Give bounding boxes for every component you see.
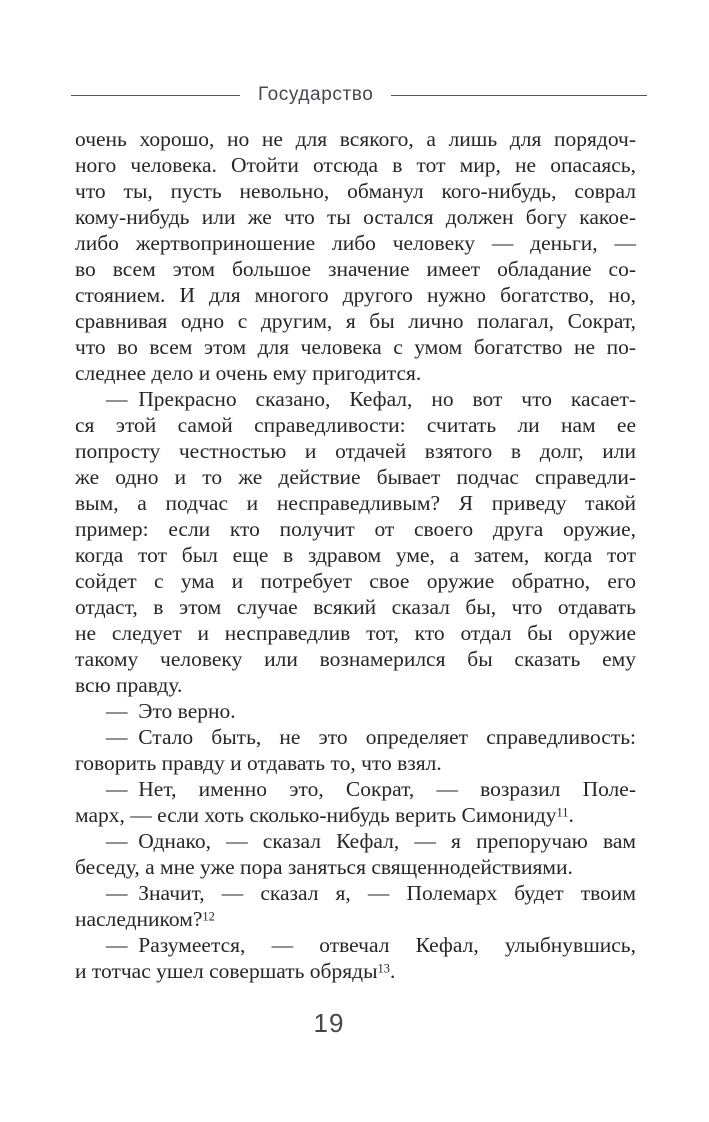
running-header: [71, 84, 647, 106]
paragraph: [75, 126, 636, 386]
text-line: такому человеку или вознамерился бы сказать ему: [75, 647, 636, 671]
text-line: что во всем этом для человека с умом богатство не по-: [75, 335, 636, 359]
text-line: вым, а подчас и несправедливым? Я приведу такой: [75, 491, 636, 515]
paragraph: [75, 386, 636, 698]
text-line: — Прекрасно сказано, Кефал, но вот что касает-: [106, 387, 636, 411]
running-header-title: Государство: [258, 84, 374, 105]
paragraph: [75, 880, 636, 932]
paragraph: [75, 932, 636, 984]
text-line: кому-нибудь или же что ты остался должен богу какое-: [75, 205, 636, 229]
text-line: сойдет с ума и потребует свое оружие обратно, его: [75, 569, 636, 593]
text-line: же одно и то же действие бывает подчас справедли-: [75, 465, 636, 489]
text-line: ного человека. Отойти отсюда в тот мир, не опасаясь,: [75, 153, 636, 177]
text-line: говорить правду и отдавать то, что взял.: [75, 751, 442, 775]
text-line: — Значит, — сказал я, — Полемарх будет твоим: [106, 881, 636, 905]
text-line: наследником?$^{12}$: [75, 907, 215, 931]
text-line: либо жертвоприношение либо человеку — деньги, —: [75, 231, 636, 255]
text-line: попросту честностью и отдачей взятого в долг, или: [75, 439, 636, 463]
paragraph: [75, 724, 636, 776]
text-line: не следует и несправедлив тот, кто отдал бы оружие: [75, 621, 636, 645]
text-line: всю правду.: [75, 673, 183, 697]
text-line: во всем этом большое значение имеет обладание со-: [75, 257, 636, 281]
text-line: — Это верно.: [106, 699, 236, 723]
header-rule-right: [391, 95, 647, 96]
text-block: [75, 126, 636, 984]
text-line: и тотчас ушел совершать обряды$^{13}$.: [75, 959, 396, 983]
text-line: ся этой самой справедливости: считать ли нам ее: [75, 413, 636, 437]
footnote-ref: 11: [556, 805, 569, 820]
text-line: беседу, а мне уже пора заняться священнодействиями.: [75, 855, 573, 879]
text-line: стоянием. И для многого другого нужно богатство, но,: [75, 283, 636, 307]
paragraph: [75, 698, 636, 724]
text-line: сравнивая одно с другим, я бы лично полагал, Сократ,: [75, 309, 636, 333]
paragraph: [75, 776, 636, 828]
text-line: — Стало быть, не это определяет справедливость:: [106, 725, 636, 749]
text-line: — Разумеется, — отвечал Кефал, улыбнувшись,: [106, 933, 636, 957]
text-line: марх, — если хоть сколько-нибудь верить Симониду$^{11}$.: [75, 803, 574, 827]
text-line: отдаст, в этом случае всякий сказал бы, что отдавать: [75, 595, 636, 619]
text-line: — Однако, — сказал Кефал, — я препоручаю вам: [106, 829, 636, 853]
text-line: очень хорошо, но не для всякого, а лишь для порядоч-: [75, 127, 636, 151]
page-number: 19: [313, 1008, 345, 1038]
text-line: что ты, пусть невольно, обманул кого-нибудь, соврал: [75, 179, 636, 203]
footnote-ref: 12: [202, 909, 215, 924]
text-line: — Нет, именно это, Сократ, — возразил Поле-: [106, 777, 636, 801]
footnote-ref: 13: [377, 961, 390, 976]
paragraph: [75, 828, 636, 880]
text-line: следнее дело и очень ему пригодится.: [75, 361, 422, 385]
header-rule-left: [71, 95, 240, 96]
text-line: пример: если кто получит от своего друга оружие,: [75, 517, 636, 541]
text-line: когда тот был еще в здравом уме, а затем, когда тот: [75, 543, 636, 567]
